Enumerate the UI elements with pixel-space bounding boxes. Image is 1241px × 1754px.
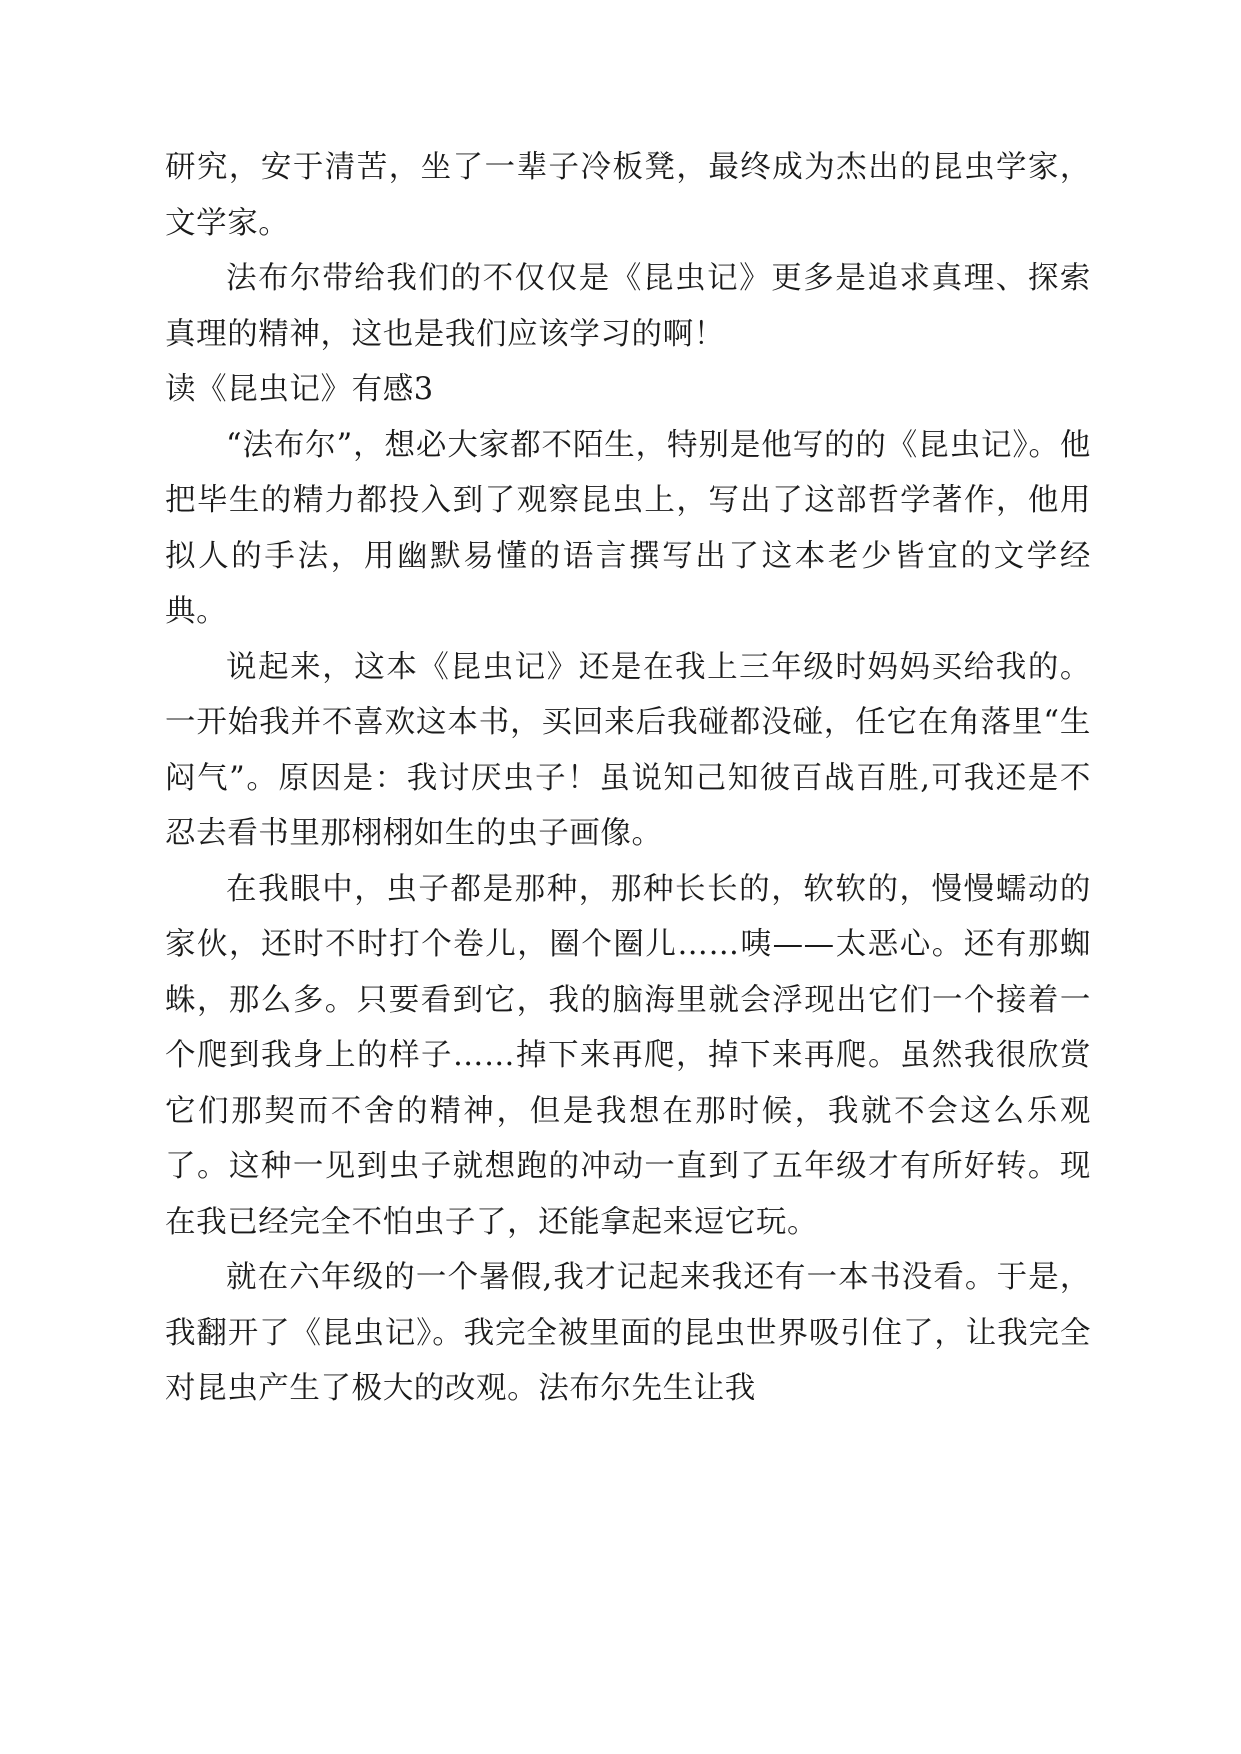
paragraph: 法布尔带给我们的不仅仅是《昆虫记》更多是追求真理、探索真理的精神，这也是我们应该学习的啊！: [165, 261, 1091, 352]
document-body: [165, 140, 1091, 1417]
paragraph: 在我眼中，虫子都是那种，那种长长的，软软的，慢慢蠕动的家伙，还时不时打个卷儿，圈个圈儿……咦——太恶心。还有那蜘蛛，那么多。只要看到它，我的脑海里就会浮现出它们一个接着一个爬到我身上的样子……掉下来再爬，掉下来再爬。虽然我很欣赏它们那契而不舍的精神，但是我想在那时候，我就不会这么乐观了。这种一见到虫子就想跑的冲动一直到了五年级才有所好转。现在我已经完全不怕虫子了，还能拿起来逗它玩。: [165, 871, 1091, 1240]
section-heading: 读《昆虫记》有感3: [165, 372, 434, 407]
paragraph: 就在六年级的一个暑假,我才记起来我还有一本书没看。于是，我翻开了《昆虫记》。我完全被里面的昆虫世界吸引住了，让我完全对昆虫产生了极大的改观。法布尔先生让我: [165, 1260, 1091, 1406]
paragraph: “法布尔”，想必大家都不陌生，特别是他写的的《昆虫记》。他把毕生的精力都投入到了观察昆虫上，写出了这部哲学著作，他用拟人的手法，用幽默易懂的语言撰写出了这本老少皆宜的文学经典。: [165, 427, 1091, 629]
paragraph: 研究，安于清苦，坐了一辈子冷板凳，最终成为杰出的昆虫学家，文学家。: [165, 150, 1091, 241]
paragraph: 说起来，这本《昆虫记》还是在我上三年级时妈妈买给我的。一开始我并不喜欢这本书，买回来后我碰都没碰，任它在角落里“生闷气”。原因是：我讨厌虫子！虽说知己知彼百战百胜,可我还是不忍去看书里那栩栩如生的虫子画像。: [165, 649, 1091, 851]
